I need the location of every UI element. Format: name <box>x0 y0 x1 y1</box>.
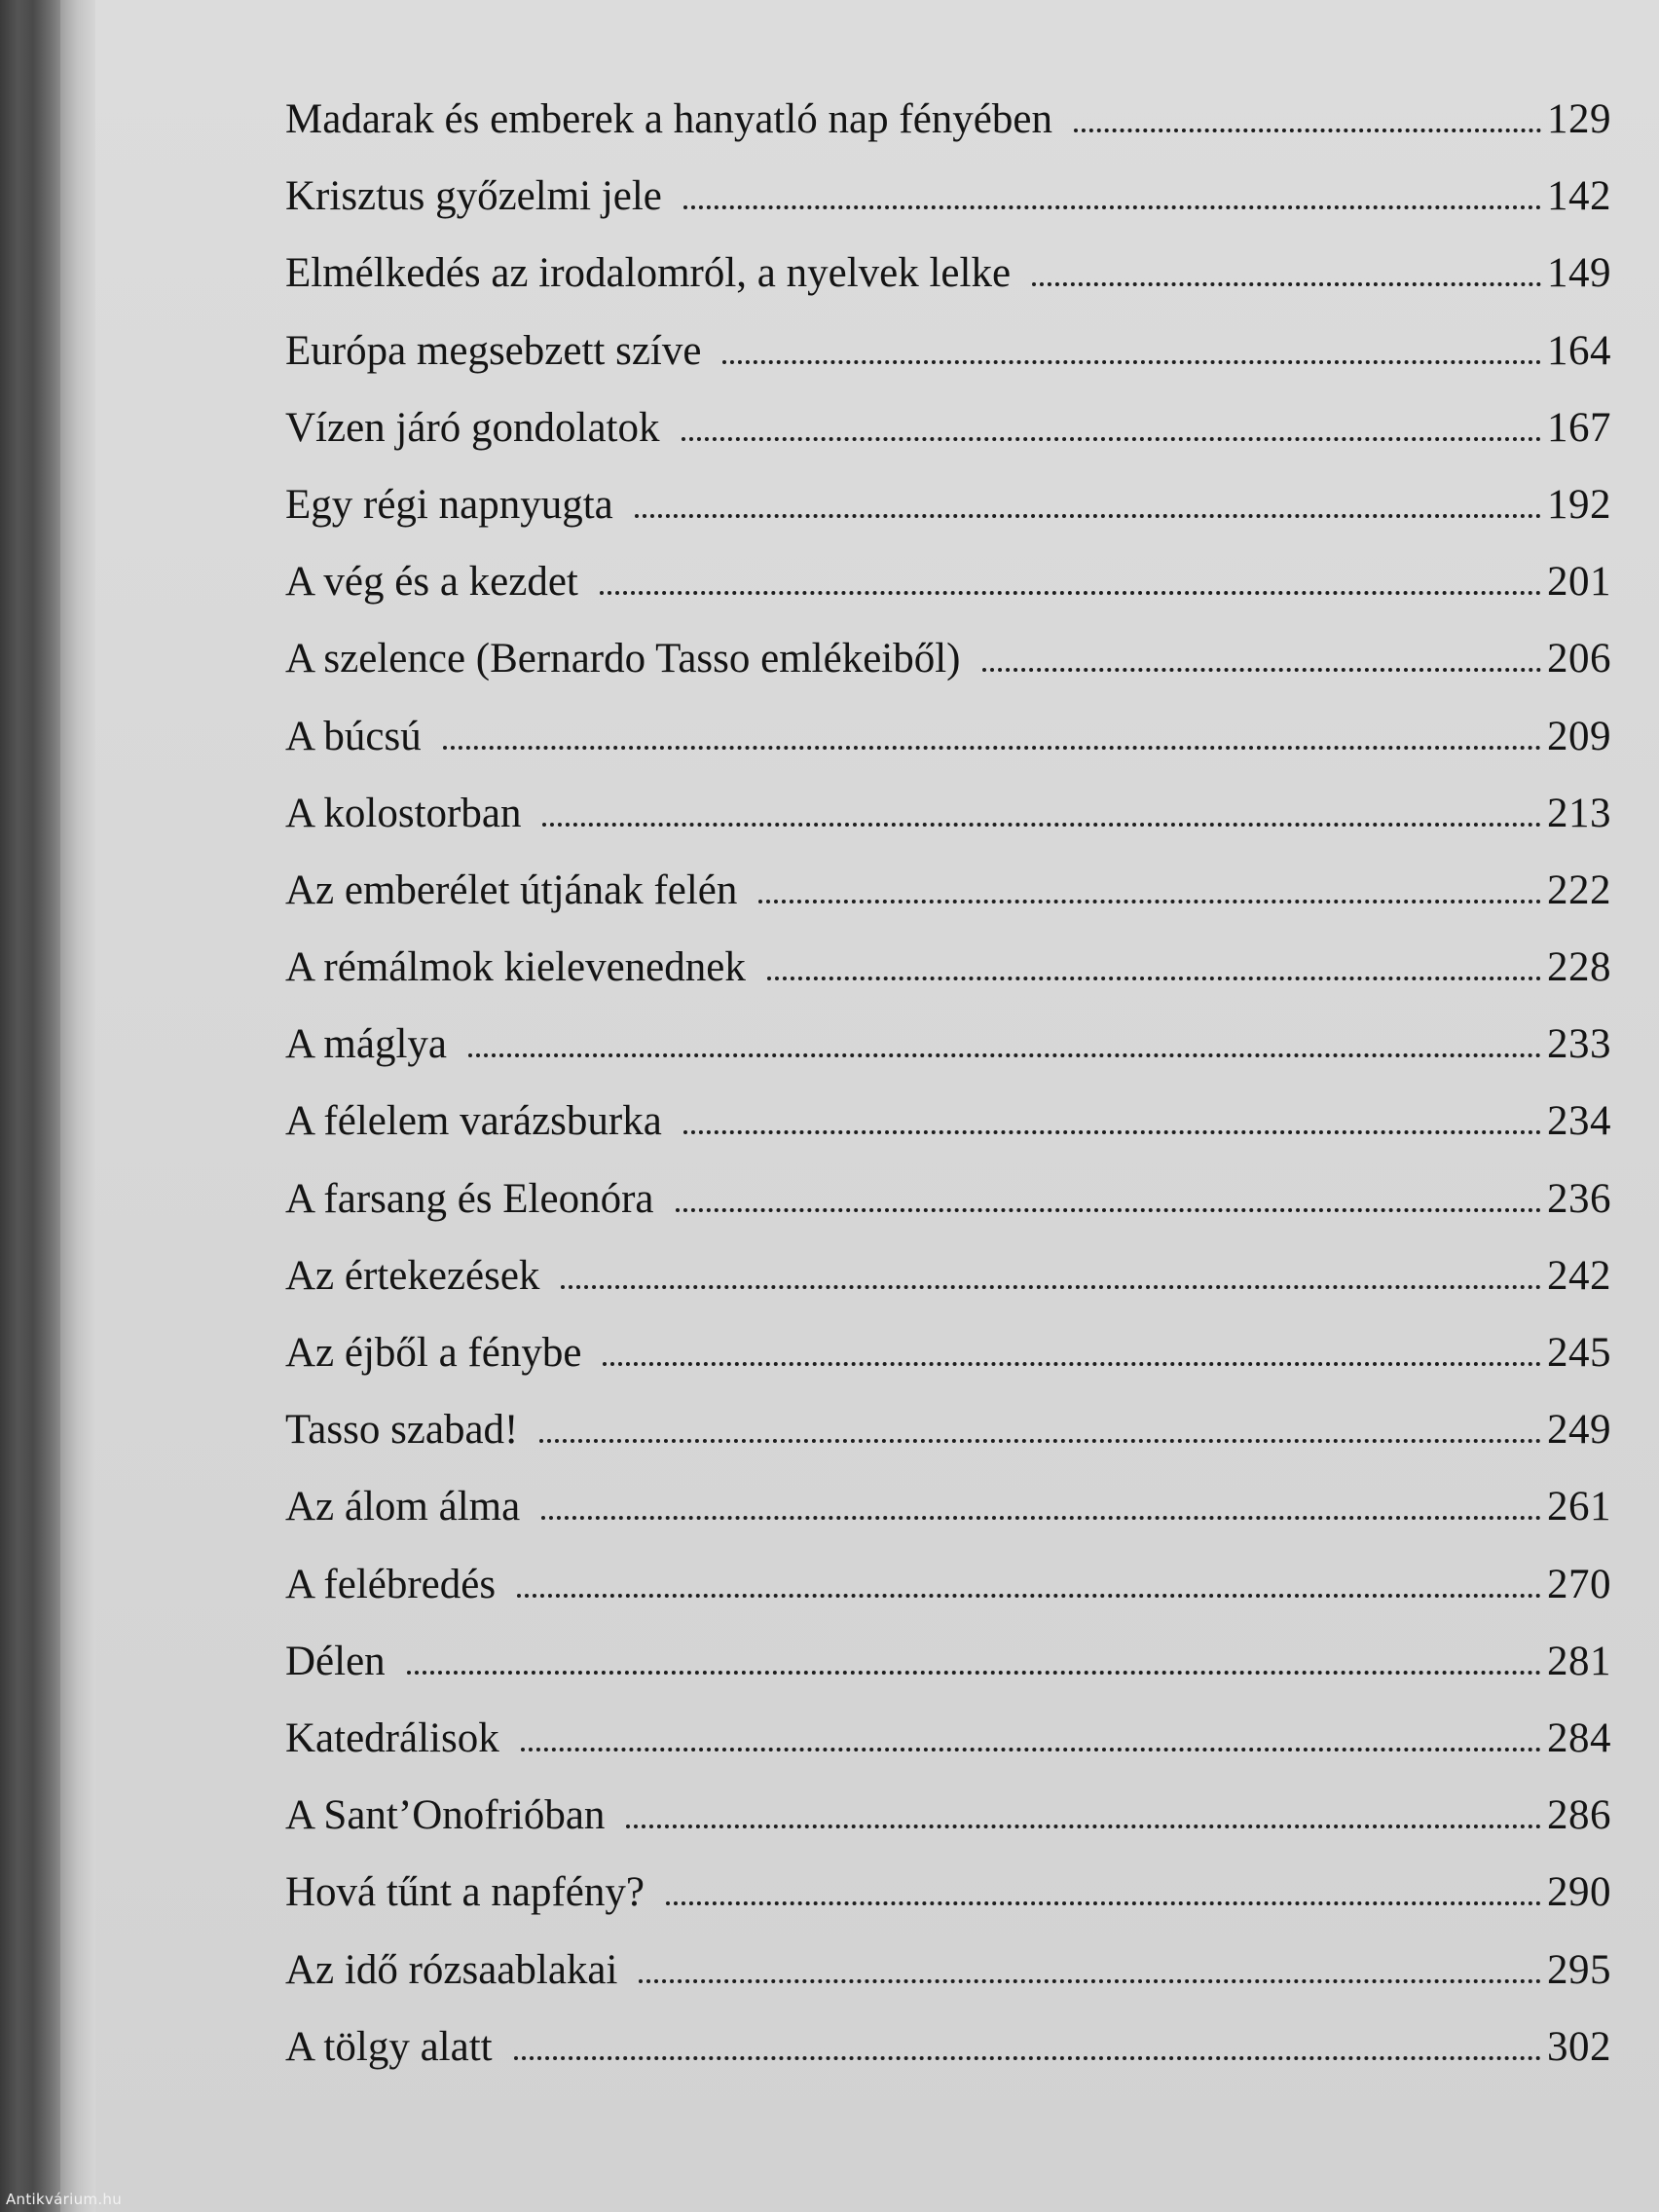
dot-leader <box>468 1053 1541 1057</box>
toc-entry-title: Az álom álma <box>285 1484 521 1530</box>
toc-entry <box>285 404 1611 481</box>
dot-leader <box>539 1439 1541 1443</box>
toc-entry <box>285 1175 1611 1252</box>
book-binding-shadow <box>0 0 60 2212</box>
toc-entry-page-number: 209 <box>1547 713 1611 759</box>
toc-entry <box>285 1714 1611 1791</box>
toc-entry <box>285 95 1611 172</box>
toc-entry <box>285 172 1611 249</box>
toc-entry-title: A szelence (Bernardo Tasso emlékeiből) <box>285 636 961 682</box>
toc-entry-title: A Sant’Onofrióban <box>285 1792 606 1839</box>
toc-entry-title: Madarak és emberek a hanyatló nap fényében <box>285 96 1052 142</box>
toc-entry <box>285 943 1611 1020</box>
dot-leader <box>514 2056 1541 2060</box>
dot-leader <box>1032 282 1541 286</box>
dot-leader <box>676 1208 1542 1212</box>
dot-leader <box>626 1825 1541 1828</box>
dot-leader <box>666 1901 1541 1905</box>
toc-entry-title: Az éjből a fénybe <box>285 1330 582 1376</box>
dot-leader <box>682 437 1541 441</box>
toc-entry <box>285 1561 1611 1638</box>
dot-leader <box>1074 129 1541 132</box>
toc-entry <box>285 1406 1611 1483</box>
toc-entry-page-number: 302 <box>1547 2023 1611 2070</box>
toc-entry-page-number: 286 <box>1547 1792 1611 1839</box>
toc-entry-page-number: 234 <box>1547 1098 1611 1145</box>
toc-entry-page-number: 213 <box>1547 790 1611 836</box>
toc-entry-title: A rémálmok kielevenednek <box>285 944 746 991</box>
toc-entry <box>285 1946 1611 2023</box>
watermark-text: Antikvárium.hu <box>6 2191 123 2208</box>
toc-entry-title: A farsang és Eleonóra <box>285 1175 654 1222</box>
toc-entry-page-number: 149 <box>1547 250 1611 297</box>
toc-entry-title: Az értekezések <box>285 1252 540 1299</box>
toc-entry-page-number: 295 <box>1547 1946 1611 1993</box>
toc-entry-title: A félelem varázsburka <box>285 1098 662 1145</box>
toc-entry <box>285 790 1611 866</box>
toc-entry-page-number: 142 <box>1547 173 1611 220</box>
toc-entry-page-number: 201 <box>1547 559 1611 606</box>
toc-entry-title: Európa megsebzett szíve <box>285 327 702 374</box>
toc-entry <box>285 1097 1611 1174</box>
dot-leader <box>600 591 1541 595</box>
toc-entry-page-number: 290 <box>1547 1869 1611 1916</box>
dot-leader <box>443 746 1541 750</box>
dot-leader <box>521 1748 1541 1751</box>
toc-entry-page-number: 261 <box>1547 1484 1611 1530</box>
toc-entry-title: Katedrálisok <box>285 1714 499 1761</box>
toc-entry <box>285 1638 1611 1714</box>
dot-leader <box>542 823 1541 827</box>
toc-entry-title: Hová tűnt a napfény? <box>285 1869 645 1916</box>
toc-entry-title: A kolostorban <box>285 790 522 836</box>
dot-leader <box>722 360 1541 364</box>
table-of-contents <box>285 95 1611 2100</box>
toc-entry <box>285 1791 1611 1868</box>
toc-entry <box>285 481 1611 558</box>
toc-entry-title: Délen <box>285 1638 386 1684</box>
toc-entry-page-number: 245 <box>1547 1330 1611 1376</box>
toc-entry-page-number: 284 <box>1547 1714 1611 1761</box>
toc-entry-title: Krisztus győzelmi jele <box>285 173 662 220</box>
toc-entry <box>285 327 1611 404</box>
dot-leader <box>639 1979 1541 1983</box>
dot-leader <box>982 668 1541 672</box>
toc-entry-page-number: 222 <box>1547 866 1611 913</box>
dot-leader <box>407 1671 1541 1675</box>
dot-leader <box>758 900 1541 903</box>
toc-entry-title: Vízen járó gondolatok <box>285 404 660 451</box>
toc-entry <box>285 1483 1611 1560</box>
toc-entry <box>285 713 1611 790</box>
toc-entry <box>285 635 1611 712</box>
toc-entry-page-number: 281 <box>1547 1638 1611 1684</box>
toc-entry-title: Az idő rózsaablakai <box>285 1946 618 1993</box>
toc-entry-title: Egy régi napnyugta <box>285 481 613 528</box>
toc-entry-page-number: 129 <box>1547 96 1611 142</box>
toc-entry-page-number: 249 <box>1547 1407 1611 1454</box>
toc-entry-title: Az emberélet útjának felén <box>285 866 738 913</box>
dot-leader <box>767 977 1541 980</box>
toc-entry-title: A tölgy alatt <box>285 2023 493 2070</box>
dot-leader <box>561 1285 1541 1289</box>
toc-entry-page-number: 164 <box>1547 327 1611 374</box>
dot-leader <box>683 1130 1541 1134</box>
toc-entry <box>285 1020 1611 1097</box>
toc-entry-title: A felébredés <box>285 1561 497 1607</box>
toc-entry-title: Elmélkedés az irodalomról, a nyelvek lelke <box>285 250 1012 297</box>
toc-entry-page-number: 192 <box>1547 481 1611 528</box>
dot-leader <box>603 1362 1541 1366</box>
toc-entry <box>285 866 1611 943</box>
page-gutter <box>60 0 95 2212</box>
toc-entry-page-number: 242 <box>1547 1252 1611 1299</box>
toc-entry-page-number: 167 <box>1547 404 1611 451</box>
dot-leader <box>683 205 1541 209</box>
toc-entry-page-number: 206 <box>1547 636 1611 682</box>
dot-leader <box>635 514 1541 518</box>
toc-entry-page-number: 228 <box>1547 944 1611 991</box>
dot-leader <box>541 1516 1541 1520</box>
toc-entry-title: Tasso szabad! <box>285 1407 519 1454</box>
toc-entry-page-number: 270 <box>1547 1561 1611 1607</box>
toc-entry-title: A máglya <box>285 1021 447 1068</box>
toc-entry-page-number: 233 <box>1547 1021 1611 1068</box>
toc-entry <box>285 249 1611 326</box>
toc-entry <box>285 1252 1611 1329</box>
toc-entry <box>285 1868 1611 1945</box>
toc-entry <box>285 1329 1611 1406</box>
dot-leader <box>517 1594 1541 1598</box>
toc-entry-title: A vég és a kezdet <box>285 559 578 606</box>
toc-entry <box>285 2023 1611 2100</box>
toc-entry-page-number: 236 <box>1547 1175 1611 1222</box>
toc-entry-title: A búcsú <box>285 713 422 759</box>
toc-entry <box>285 558 1611 635</box>
